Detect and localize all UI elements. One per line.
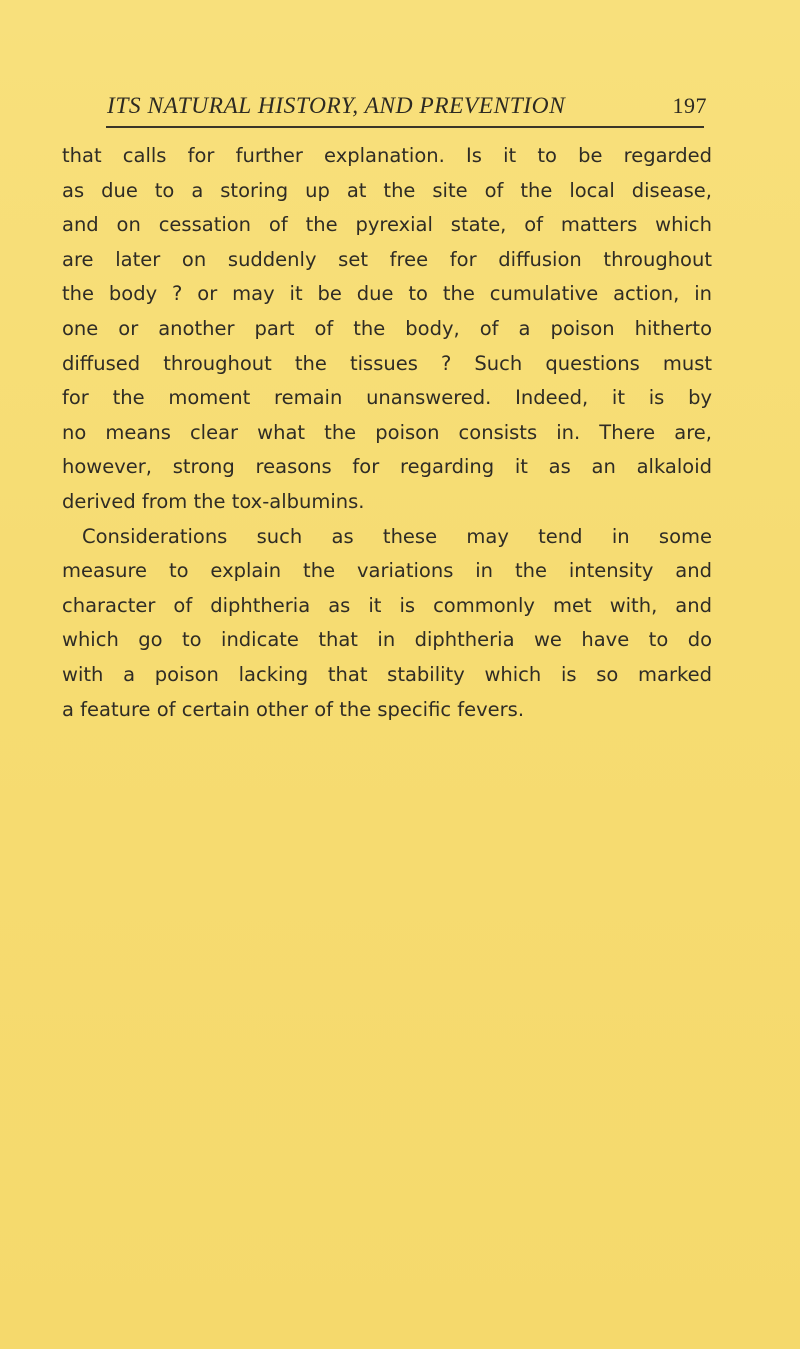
running-title: ITS NATURAL HISTORY, AND PREVENTION — [107, 93, 566, 118]
text-line: Considerations such as these may tend in some — [82, 524, 712, 548]
page-number: 197 — [672, 93, 707, 118]
body-text — [62, 139, 712, 727]
header-rule — [106, 126, 704, 128]
text-line: however, strong reasons for regarding it as an alkaloid — [62, 455, 712, 479]
text-line: are later on suddenly set free for diffusion throughout — [62, 247, 712, 271]
text-line: that calls for further explanation. Is it to be regarded — [62, 144, 712, 167]
running-head — [107, 93, 707, 127]
text-line: and on cessation of the pyrexial state, of matters which — [62, 213, 712, 237]
text-line: no means clear what the poison consists in. There are, — [62, 420, 712, 444]
text-line: for the moment remain unanswered. Indeed, it is by — [62, 386, 712, 410]
text-line: measure to explain the variations in the intensity and — [62, 559, 712, 583]
text-line: which go to indicate that in diphtheria we have to do — [62, 628, 712, 652]
text-line: as due to a storing up at the site of the local disease, — [62, 178, 712, 202]
text-line: one or another part of the body, of a poison hitherto — [62, 316, 712, 340]
text-line: the body ? or may it be due to the cumulative action, in — [62, 282, 712, 306]
text-line: with a poison lacking that stability which is so marked — [62, 662, 712, 686]
paragraph-1 — [62, 139, 712, 520]
text-line: diffused throughout the tissues ? Such questions must — [62, 351, 712, 375]
text-line: a feature of certain other of the specific fevers. — [62, 697, 525, 721]
text-line: derived from the tox-albumins. — [62, 489, 365, 513]
text-line: character of diphtheria as it is commonly met with, and — [62, 593, 712, 617]
paragraph-2 — [62, 520, 712, 728]
